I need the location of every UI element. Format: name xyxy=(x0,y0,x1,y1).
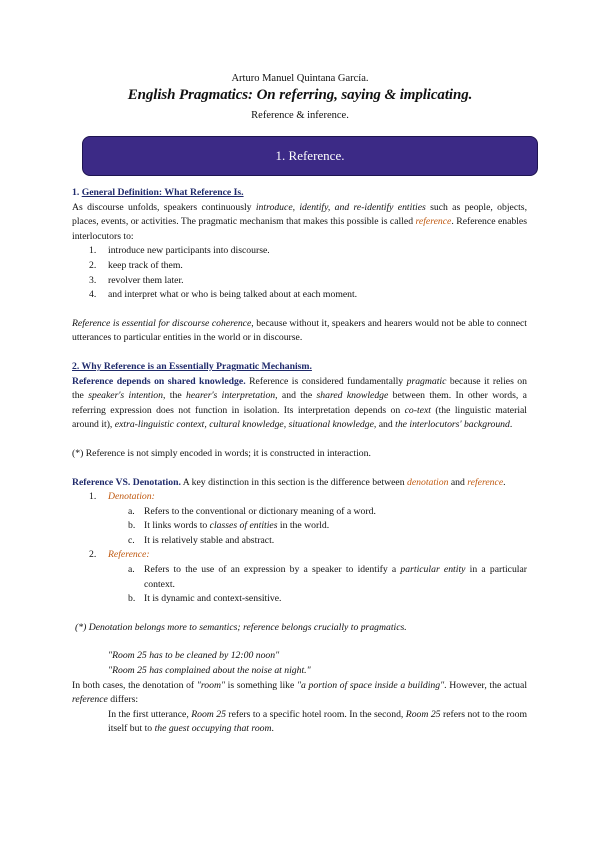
list-item: 2. keep track of them. xyxy=(89,259,183,271)
section-banner xyxy=(82,136,538,176)
example-2: "Room 25 has complained about the noise at night." xyxy=(108,665,311,677)
list-item: b. It is dynamic and context-sensitive. xyxy=(128,593,282,605)
reference-item: 2. Reference: xyxy=(89,549,150,561)
section2-paragraph: Reference depends on shared knowledge. Reference is considered fundamentally pragmatic because it relies on the speaker's intention, the hearer's interpretation, and the shared knowledge between them. In other words, a referring expression does not function in isolation. Its interpretation depends on co-text (the linguistic material around it), extra-linguistic context, cultural knowledge, situational knowledge, and the interlocutors' background. xyxy=(72,375,527,431)
denotation-item: 1. Denotation: xyxy=(89,491,155,503)
coherence-paragraph: Reference is essential for discourse coherence, because without it, speakers and hearers would not be able to connect utterances to particular entities in the world or in discourse. xyxy=(72,317,528,344)
denotation-paragraph: Reference VS. Denotation. A key distinction in this section is the difference between denotation and reference. xyxy=(72,476,506,488)
section1-paragraph: As discourse unfolds, speakers continuously introduce, identify, and re-identify entities such as people, objects, places, events, or activities. The pragmatic mechanism that makes this possible is called reference. Reference enables interlocutors to: xyxy=(72,201,527,242)
list-item: 3. revolver them later. xyxy=(89,274,184,286)
document-subtitle: Reference & inference. xyxy=(251,110,349,121)
list-item: c. It is relatively stable and abstract. xyxy=(128,534,275,546)
example-1: "Room 25 has to be cleaned by 12:00 noon" xyxy=(108,650,280,662)
banner-label: 1. Reference. xyxy=(275,148,345,163)
examples-explanation: In the first utterance, Room 25 refers to a specific hotel room. In the second, Room 25 refers not to the room itself but to the guest occupying that room. xyxy=(108,708,527,735)
section2-heading: 2. Why Reference is an Essentially Pragmatic Mechanism. xyxy=(72,360,312,372)
document-title: English Pragmatics: On referring, saying & implicating. xyxy=(127,87,473,103)
examples-paragraph: In both cases, the denotation of "room" is something like "a portion of space inside a building". However, the actual reference differs: xyxy=(72,679,528,706)
section1-heading: 1. General Definition: What Reference Is. xyxy=(72,187,244,198)
document-body xyxy=(72,186,527,737)
list-item: 1. introduce new participants into discourse. xyxy=(89,245,270,257)
list-item: 4. and interpret what or who is being talked about at each moment. xyxy=(89,289,358,301)
list-item: a. Refers to the use of an expression by a speaker to identify a particular entity in a particular context. xyxy=(128,564,528,590)
list-item: a. Refers to the conventional or dictionary meaning of a word. xyxy=(128,505,376,517)
reference-functions-list xyxy=(72,244,527,302)
list-item: b. It links words to classes of entities in the world. xyxy=(128,520,330,532)
author-line: Arturo Manuel Quintana García. xyxy=(231,73,369,84)
section3-note: (*) Denotation belongs more to semantics; reference belongs crucially to pragmatics. xyxy=(75,621,407,633)
section2-note: (*) Reference is not simply encoded in words; it is constructed in interaction. xyxy=(72,447,371,459)
